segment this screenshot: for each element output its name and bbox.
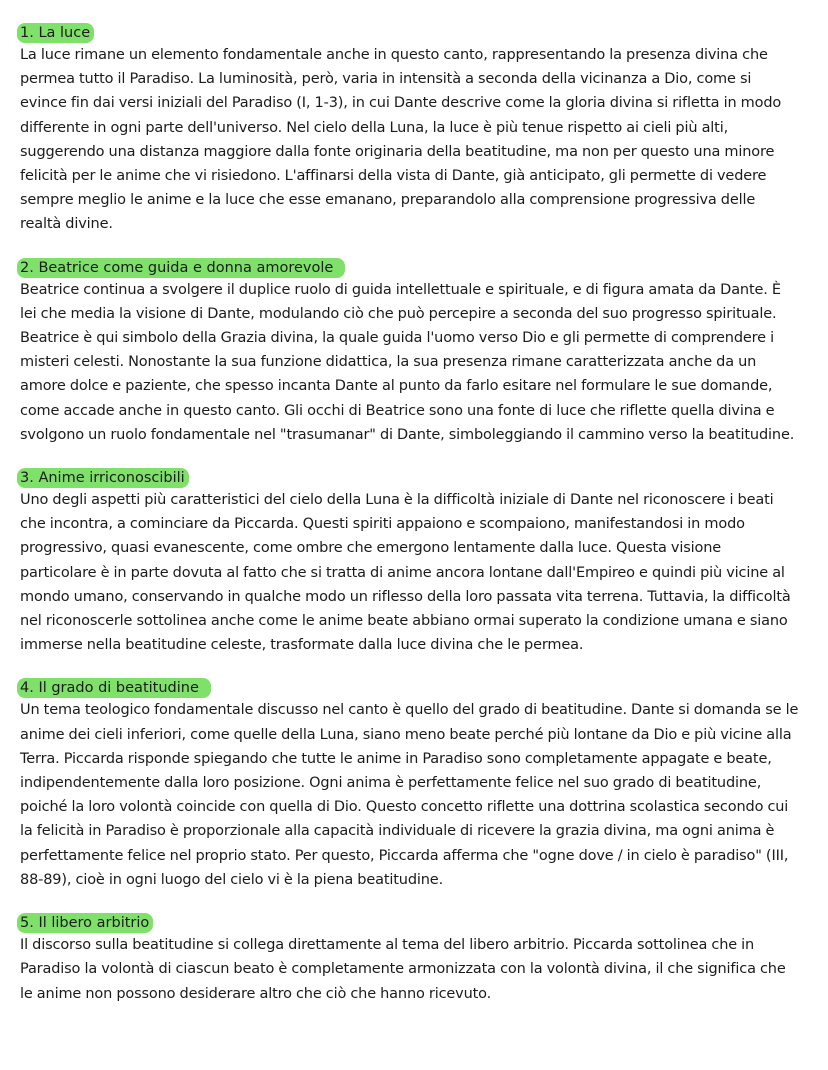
section-body: La luce rimane un elemento fondamentale anche in questo canto, rappresentando la presenza divina che permea tutto il Paradiso. La luminosità, però, varia in intensità a seconda della vicinanza a Dio, come si evince fin dai versi iniziali del Paradiso (I, 1-3), in cui Dante descrive come la gloria divina si rifletta in modo differente in ogni parte dell'universo. Nel cielo della Luna, la luce è più tenue rispetto ai cieli più alti, suggerendo una distanza maggiore dalla fonte originaria della beatitudine, ma non per questo una minore felicità per le anime che vi risiedono. L'affinarsi della vista di Dante, già anticipato, gli permette di vedere sempre meglio le anime e la luce che esse emanano, preparandolo alla comprensione progressiva delle realtà divine. [20,47,782,233]
section-grado-beatitudine [20,677,800,892]
section-heading: 3. Anime irriconoscibili [17,468,189,488]
section-heading: 1. La luce [17,23,94,43]
section-body: Il discorso sulla beatitudine si collega direttamente al tema del libero arbitrio. Piccarda sottolinea che in Paradiso la volontà di ciascun beato è completamente armonizzata con la volontà divina, il che significa che le anime non possono desiderare altro che ciò che hanno ricevuto. [20,937,786,1002]
section-heading: 2. Beatrice come guida e donna amorevole [17,258,345,278]
section-anime-irriconoscibili [20,467,800,657]
section-body: Beatrice continua a svolgere il duplice ruolo di guida intellettuale e spirituale, e di figura amata da Dante. È lei che media la visione di Dante, modulando ciò che può percepire a seconda del suo progresso spirituale. Beatrice è qui simbolo della Grazia divina, la quale guida l'uomo verso Dio e gli permette di comprendere i misteri celesti. Nonostante la sua funzione didattica, la sua presenza rimane caratterizzata anche da un amore dolce e paziente, che spesso incanta Dante al punto da farlo esitare nel formulare le sue domande, come accade anche in questo canto. Gli occhi di Beatrice sono una fonte di luce che riflette quella divina e svolgono un ruolo fondamentale nel "trasumanar" di Dante, simboleggiando il cammino verso la beatitudine. [20,281,795,443]
notes-page [20,22,800,1026]
section-libero-arbitrio [20,912,800,1006]
section-beatrice [20,257,800,447]
section-heading: 4. Il grado di beatitudine [17,678,211,698]
section-la-luce [20,22,800,237]
section-heading: 5. Il libero arbitrio [17,913,153,933]
section-body: Uno degli aspetti più caratteristici del cielo della Luna è la difficoltà iniziale di Dante nel riconoscere i beati che incontra, a cominciare da Piccarda. Questi spiriti appaiono e scompaiono, manifestandosi in modo progressivo, quasi evanescente, come ombre che emergono lentamente dalla luce. Questa visione particolare è in parte dovuta al fatto che si tratta di anime ancora lontane dall'Empireo e quindi più vicine al mondo umano, conservando in qualche modo un riflesso della loro passata vita terrena. Tuttavia, la difficoltà nel riconoscerle sottolinea anche come le anime beate abbiano ormai superato la condizione umana e siano immerse nella beatitudine celeste, trasformate dalla luce divina che le permea. [20,492,791,654]
section-body: Un tema teologico fondamentale discusso nel canto è quello del grado di beatitudine. Dante si domanda se le anime dei cieli inferiori, come quelle della Luna, siano meno beate perché più lontane da Dio e più vicine alla Terra. Piccarda risponde spiegando che tutte le anime in Paradiso sono completamente appagate e beate, indipendentemente dalla loro posizione. Ogni anima è perfettamente felice nel suo grado di beatitudine, poiché la loro volontà coincide con quella di Dio. Questo concetto riflette una dottrina scolastica secondo cui la felicità in Paradiso è proporzionale alla capacità individuale di ricevere la grazia divina, ma ogni anima è perfettamente felice nel proprio stato. Per questo, Piccarda afferma che "ogne dove / in cielo è paradiso" (III, 88-89), cioè in ogni luogo del cielo vi è la piena beatitudine. [20,702,799,888]
